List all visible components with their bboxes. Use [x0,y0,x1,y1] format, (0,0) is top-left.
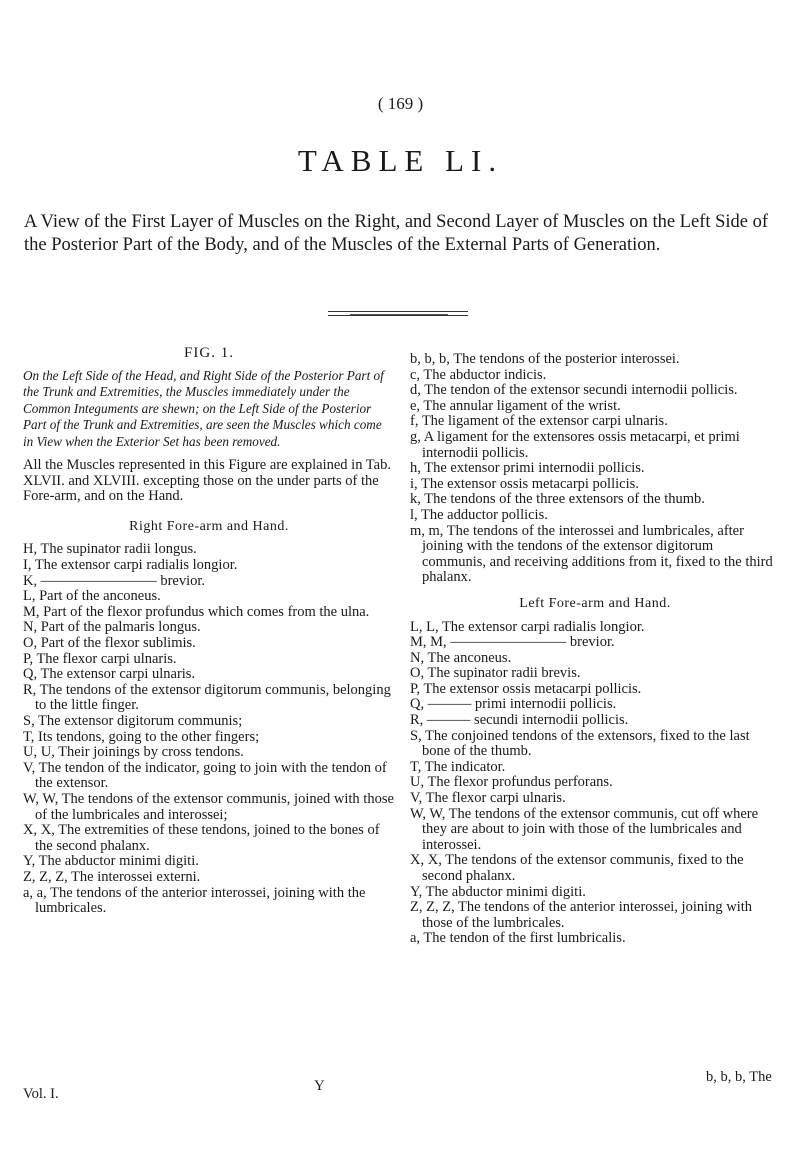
list-item: S, The conjoined tendons of the extensors, fixed to the last bone of the thumb. [410,727,750,760]
list-item: c, The abductor indicis. [410,366,547,383]
list-item: m, m, The tendons of the interossei and lumbricales, after joining with the tendons of the extensor digitorum communis, and receiving additions from it, fixed to the third phalanx. [410,522,773,586]
list-item: P, The extensor ossis metacarpi pollicis. [410,680,642,697]
list-item: R, The tendons of the extensor digitorum communis, belonging to the little finger. [23,681,391,714]
figure-label: FIG. 1. [184,345,234,361]
list-item: Q, ——— primi internodii pollicis. [410,696,617,713]
list-item: U, U, Their joinings by cross tendons. [23,744,244,761]
list-item: Z, Z, Z, The interossei externi. [23,868,201,885]
divider-rule-inner [350,314,448,315]
list-item: e, The annular ligament of the wrist. [410,397,621,414]
right-column-list [410,352,780,586]
right-hand-list [23,542,395,916]
list-item: N, Part of the palmaris longus. [23,619,201,636]
list-item: O, The supinator radii brevis. [410,665,581,682]
list-item: l, The adductor pollicis. [410,506,548,523]
list-item: b, b, b, The tendons of the posterior interossei. [410,351,680,367]
table-description: A View of the First Layer of Muscles on the Right, and Second Layer of Muscles on the Left Side of the Posterior Part of the Body, and of the Muscles of the External Parts of Generation. [24,212,769,255]
list-item: K, ———————— brevior. [23,572,206,589]
signature-mark: Y [314,1078,325,1094]
list-item: U, The flexor profundus perforans. [410,774,613,791]
right-column [410,352,780,947]
table-title: TABLE LI. [297,143,504,178]
volume-label: Vol. I. [23,1086,59,1102]
left-hand-heading: Left Fore-arm and Hand. [519,595,671,611]
list-item: h, The extensor primi internodii pollicis. [410,460,645,477]
list-item: Y, The abductor minimi digiti. [23,853,199,870]
list-item: P, The flexor carpi ulnaris. [23,650,177,667]
list-item: a, a, The tendons of the anterior interossei, joining with the lumbricales. [23,884,366,917]
list-item: W, W, The tendons of the extensor communis, joined with those of the lumbricales and interossei; [23,790,394,823]
left-hand-list [410,620,780,947]
list-item: V, The flexor carpi ulnaris. [410,790,566,807]
list-item: R, ——— secundi internodii pollicis. [410,712,629,729]
list-item: V, The tendon of the indicator, going to join with the tendon of the extensor. [23,759,387,792]
list-item: N, The anconeus. [410,649,512,666]
list-item: Y, The abductor minimi digiti. [410,883,586,900]
list-item: X, X, The tendons of the extensor communis, fixed to the second phalanx. [410,852,744,884]
list-item: a, The tendon of the first lumbricalis. [410,930,626,947]
list-item: g, A ligament for the extensores ossis metacarpi, et primi internodii pollicis. [410,428,740,461]
figure-intro: On the Left Side of the Head, and Right Side of the Posterior Part of the Trunk and Extremities, the Muscles immediately under the Common Integuments are shewn; on the Left Side of the Posterior Part of the Trunk and Extremities, are seen the Muscles which come in View when the Exterior Set has been removed. [23,367,384,449]
explain-paragraph: All the Muscles represented in this Figure are explained in Tab. XLVII. and XLVIII. excepting those on the under parts of the Fore-arm, and on the Hand. [23,457,391,505]
right-hand-heading: Right Fore-arm and Hand. [129,518,289,534]
page-number: ( 169 ) [377,94,424,113]
catchword: b, b, b, The [706,1069,772,1085]
list-item: H, The supinator radii longus. [23,541,197,558]
list-item: Z, Z, Z, The tendons of the anterior interossei, joining with those of the lumbricales. [410,899,753,931]
list-item: Q, The extensor carpi ulnaris. [23,666,196,683]
list-item: d, The tendon of the extensor secundi internodii pollicis. [410,382,738,399]
list-item: i, The extensor ossis metacarpi pollicis. [410,475,639,492]
list-item: W, W, The tendons of the extensor communis, cut off where they are about to join with those of the lumbricales and interossei. [410,805,759,853]
left-column [23,346,395,917]
list-item: S, The extensor digitorum communis; [23,713,243,729]
list-item: O, Part of the flexor sublimis. [23,635,196,652]
list-item: T, Its tendons, going to the other fingers; [23,728,260,745]
list-item: I, The extensor carpi radialis longior. [23,557,238,574]
list-item: M, Part of the flexor profundus which comes from the ulna. [23,603,370,620]
list-item: k, The tendons of the three extensors of the thumb. [410,491,705,508]
list-item: L, L, The extensor carpi radialis longior. [410,618,645,635]
list-item: L, Part of the anconeus. [23,588,161,605]
list-item: X, X, The extremities of these tendons, joined to the bones of the second phalanx. [23,822,380,854]
list-item: f, The ligament of the extensor carpi ulnaris. [410,413,668,430]
list-item: T, The indicator. [410,758,506,775]
list-item: M, M, ———————— brevior. [410,634,615,651]
